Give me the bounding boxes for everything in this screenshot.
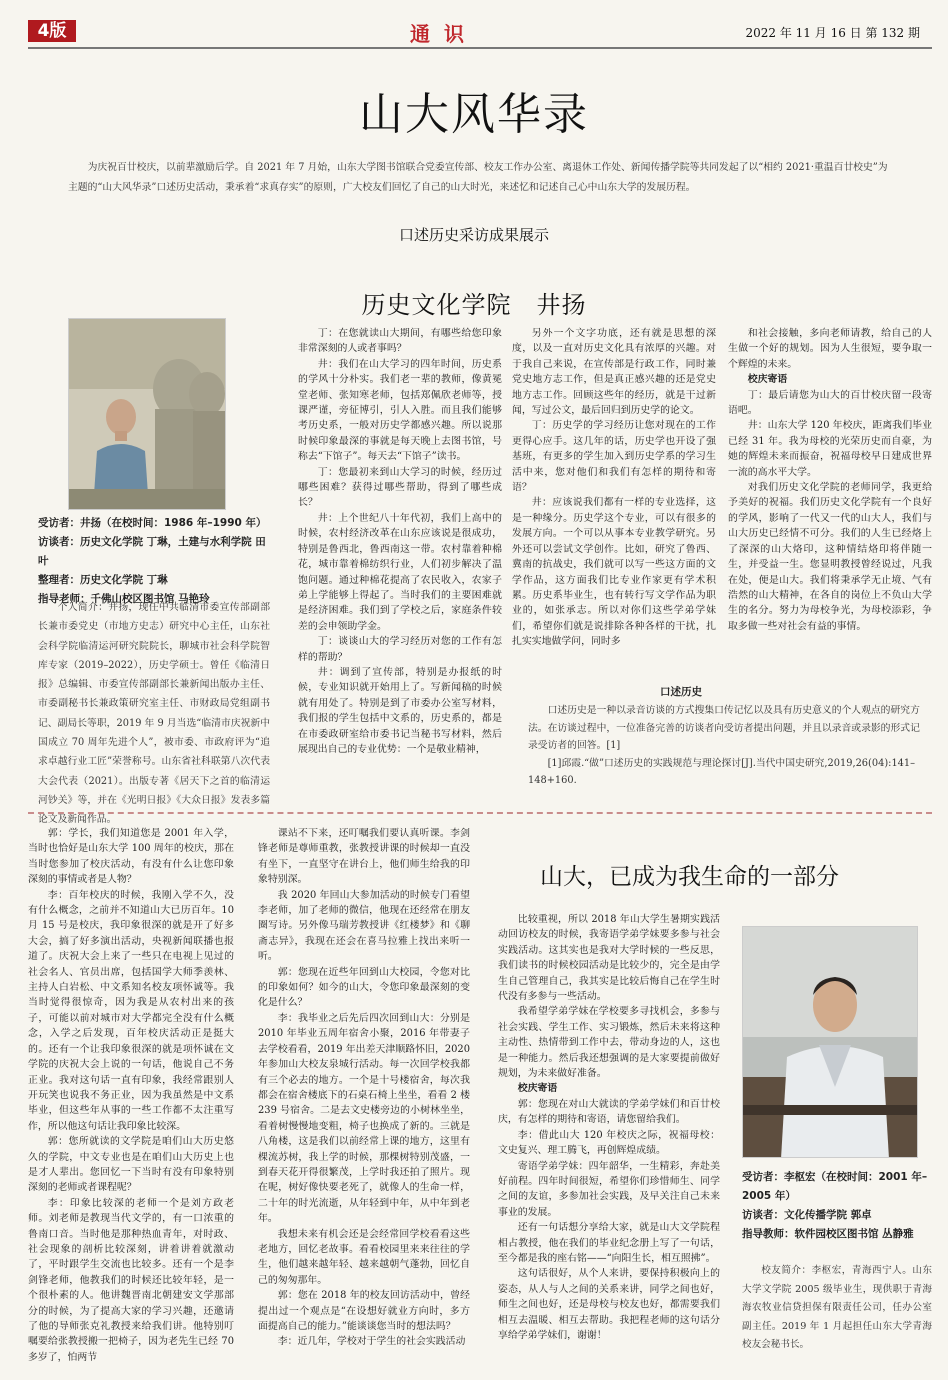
paragraph: 李：我毕业之后先后四次回到山大：分别是 2010 年毕业五周年宿舍小聚，2016 年带妻子去学校看看，2019 年出差天津顺路怀旧，2020 年参加山大校友泉城行活动。每一次回学校我都有三个必去的地方。一个是十号楼宿舍，每次我都会在宿舍楼底下的石桌石椅上坐坐，看看 2 楼 239 号宿舍。二是去文史楼旁边的小树林坐坐，看着树慢慢地变粗，椅子也换成了新的。三就是八角楼，这是我们以前经常上课的地方，这里有棵流苏树，我上学的时候，那棵树特别茂盛，一到春天花开得很繁茂，上学时我还拍了照片。现在呢，树好像快要老死了，就像人的生命一样，二十年的时光流逝，从年轻到中年，从中年到老年。 [258,1012,470,1225]
paragraph: 我想未来有机会还是会经常回学校看看这些老地方，回忆老故事。看看校园里来来往往的学生，他们越来越年轻、越来越朝气蓬勃，回忆自己的匆匆那年。 [258,1228,470,1286]
paragraph: 丁：历史学的学习经历让您对现在的工作更得心应手。这几年的话，历史学也开设了强基班，有更多的学生加入到历史学系的学习生活中来，您对他们和我们有怎样的期待和寄语？ [512,420,716,494]
paragraph: 郭：您在 2018 年的校友回访活动中，曾经提出过一个观点是“在设想好就业方向时，多方面提高自己的能力。”能谈谈您当时的想法吗？ [258,1290,470,1332]
paragraph: 李：百年校庆的时候，我刚入学不久，没有什么概念，之前并不知道山大已历百年。10 月 15 号是校庆，我印象很深的就是开了好多大会，搞了好多演出活动，央视新闻联播也报道了。庆祝大会上来了一些只在电视上见过的社会名人、官员出席，包括国学大师季羡林、主持人白岩松、中文系知名校友项怀诚等。我当时觉得很惊奇，因为我是从农村出来的孩子，可能以前对城市对大学都完全没有什么概念，入学之后发现，百年校庆活动正是挺大的。还有一个让我印象很深的就是项怀诚在文学院的庆祝大会上说的一句话，他说自己不务正业。我对这句话一直有印象，我经常跟别人开玩笑也说我不务正业，因为我虽然是中文系毕业，但这些年从事的一些工作都不太注重写作，所以他这句话让我印象比较深。 [28,889,234,1132]
header-rule [28,47,932,49]
credit-advisor: 指导老师：千佛山校区图书馆 马艳玲 [38,593,210,605]
paragraph: 寄语学弟学妹：四年韶华，一生精彩，奔赴美好前程。四年时间很短，希望你们珍惜师生、同学之间的友谊，多参加社会实践，及早关注自己未来事业的发展。 [498,1160,720,1218]
section-heading: 校庆寄语 [747,374,788,386]
paragraph: 李：借此山大 120 年校庆之际，祝福母校：文史复兴、理工腾飞，再创辉煌成绩。 [498,1129,720,1157]
article1-bio [38,598,270,830]
credit-interviewee: 受访者：李枢宏（在校时间：2001 年–2005 年） [742,1171,928,1202]
paragraph: 郭：学长，我们知道您是 2001 年入学，当时也恰好是山东大学 100 周年的校庆，那在当时您参加了校庆活动，有没有什么让您印象深刻的事情或者是人物？ [28,828,234,886]
paragraph: 另外一个文字功底，还有就是思想的深度，以及一直对历史文化具有浓厚的兴趣。对于我自己来说，在宣传部是行政工作，同时兼党史地方志工作，但是真正感兴趣的还是党史地方志工作。回顾这些年的经历，就是干过新闻，写过公文，最后回归到历史学的论文。 [512,328,716,417]
issue-date: 2022 年 11 月 16 日 第 132 期 [745,26,920,40]
article1-title: 历史文化学院 井扬 [361,291,587,319]
paragraph: 比较重视，所以 2018 年山大学生暑期实践活动回访校友的时候，我寄语学弟学妹要多参与社会实践活动。这其实也是我对大学时候的一些反思，我们读书的时候校园活动是比较少的，完全是由学生自己管理自己，我其实是比较后悔自己在学生时代没有多参与一些活动。 [498,914,720,1003]
article2-photo [742,926,918,1158]
section-subtitle: 口述历史采访成果展示 [398,226,549,244]
article2-column-2 [258,826,470,1366]
portrait-image [743,927,918,1158]
article2-column-3 [498,912,720,1366]
paragraph: 丁：最后请您为山大的百廿校庆留一段寄语吧。 [728,389,932,417]
paragraph: 丁：在您就读山大期间，有哪些给您印象非常深刻的人或者事吗？ [298,328,502,355]
paragraph: 李：印象比较深的老师一个是刘方政老师。刘老师是教现当代文学的，有一口浓重的鲁南口音。当时他是那种热血青年，对时政、社会现象的剖析比较深刻，讲着讲着就激动了，平时跟学生交流也比较多。还有一个是李剑锋老师，他教我们的时候还比较年轻，是一个很朴素的人。他讲魏晋南北朝建安文学那部分的时候，为了提高大家的学习兴趣，还邀请了他的导师张克礼教授来给我们讲。他特别叮嘱要给张教授搬一把椅子，因为老先生已经 70 多岁了，怕两节 [28,1197,234,1363]
paragraph: 这句话很好，从个人来讲，要保持积极向上的姿态，从人与人之间的关系来讲，同学之间也好，师生之间也好，还是母校与校友也好，都需要我们相互去温暖、相互去帮助。我把程老师的这句话分享给学弟学妹们，谢谢！ [498,1268,720,1341]
paragraph: 井：我们在山大学习的四年时间，历史系的学风十分朴实。我们老一辈的教师，像黄冕堂老师、张知寒老师，包括郑佩欣老师等，授课严谨，旁征博引，引人入胜。而且我们能够考历史系，一般对历史学都感兴趣。所以说那时候印象最深的事就是每天晚上去图书馆，号称去“下馆子”。每天去“下馆子”读书。 [298,358,502,463]
article1-column-1 [298,326,502,778]
credit-organizer: 整理者：历史文化学院 丁琳 [38,574,168,586]
paragraph: 课站不下来，还叮嘱我们要认真听课。李剑锋老师是尊师重教，张教授讲课的时候却一直没有坐下，一直坚守在讲台上，他们师生给我的印象特别深。 [258,828,470,886]
reference-text: [1]邱霞.“做”口述历史的实践规范与理论探讨[J].当代中国史研究,2019,26(04):141–148+160. [528,757,916,786]
paragraph: 我希望学弟学妹在学校要多寻找机会，多参与社会实践、学生工作、实习锻炼，然后未来将这种主动性、热情带到工作中去，带动身边的人，这也是一种能力。然后我还想强调的是大家要提前做好规划，为未来做好准备。 [498,1006,720,1080]
oral-history-heading: 口述历史 [660,686,702,698]
paragraph: 井：上个世纪八十年代初，我们上高中的时候，农村经济改革在山东应该说是很成功，特别是鲁西北，鲁西南这一带。农村靠着种棉花，城市靠着棉纺织行业，人们初步解决了温饱问题。通过种棉花提高了农民收入，农家子弟上学能够上得起了。当时我们的主要困难就是经济困难。我们到了学校之后，家庭条件较差的会申领助学金。 [298,512,502,632]
article2-credits [742,1168,932,1244]
article2-bio [742,1262,932,1355]
paragraph: 丁：您最初来到山大学习的时候，经历过哪些困难？获得过哪些帮助，得到了哪些成长？ [298,466,502,509]
paragraph: 还有一句话想分享给大家，就是山大文学院程相占教授，他在我们的毕业纪念册上写了一句话，至今都是我的座右铭——“向阳生长，相互照拂”。 [498,1222,720,1264]
definition-text: 口述历史是一种以录音访谈的方式搜集口传记忆以及具有历史意义的个人观点的研究方法。在访谈过程中，一位准备完善的访谈者向受访者提出问题，并且以录音或录影的形式记录受访者的回答。[1] [528,705,920,751]
credit-interviewer: 访谈者：文化传播学院 郭卓 [742,1209,872,1221]
credit-advisor: 指导教师：软件园校区图书馆 丛静雅 [742,1228,914,1240]
paragraph: 井：应该说我们都有一样的专业选择，这是一种缘分。历史学这个专业，可以有很多的发展方向。一个可以从事本专业教学研究。另外还可以尝试文学创作。比如，研究了鲁西、冀南的抗战史，我们就可以写一些这方面的文学作品，这方面我们比专业作家更有学术积累。历史系毕业生，也有转行写文学作品为职业的，如张承志。所以对你们这些学弟学妹们，希望你们就是说排除各种各样的干扰，扎扎实实地做学问，同时多 [512,497,716,648]
section-name: 通识 [410,22,478,46]
article1-photo [68,318,226,510]
paragraph: 郭：您所就读的文学院是咱们山大历史悠久的学院，中文专业也是在咱们山大历史上也是才人辈出。您回忆一下当时有没有印象特别深刻的老师或者课程呢？ [28,1136,234,1194]
bio-text: 个人简介：井扬，现任中共临清市委宣传部副部长兼市委党史（市地方史志）研究中心主任，山东社会科学院临清运河研究院院长，聊城市社会科学院智库专家（2019–2022），历史学硕士。曾任《临清日报》总编辑、市委宣传部副部长兼新闻出版办主任、市委副秘书长兼政策研究室主任、市财政局党组副书记、副局长等职，2019 年 9 月当选“临清市庆祝新中国成立 70 周年先进个人”，被市委、市政府评为“追求卓越行业工匠”荣誉称号。山东省社科联第八次代表大会代表（2021）。出版专著《居天下之首的临清运河钞关》等，并在《光明日报》《大众日报》发表多篇论文及新闻作品。 [38,602,270,826]
article1-column-3 [728,326,932,682]
paragraph: 我 2020 年回山大参加活动的时候专门看望李老师，加了老师的微信，他现在还经常在朋友圈写诗。另外像马瑞芳教授讲《红楼梦》和《聊斋志异》，我现在还会在喜马拉雅上找出来听一听。 [258,889,470,963]
article1-column-2 [512,326,716,682]
portrait-image [69,319,226,510]
paragraph: 和社会接触，多向老师请教，给自己的人生做一个好的规划。因为人生很短，要争取一个辉煌的未来。 [728,328,932,370]
paragraph: 丁：谈谈山大的学习经历对您的工作有怎样的帮助？ [298,636,502,663]
article1-credits [38,514,268,609]
paragraph: 对我们历史文化学院的老师同学，我更给予美好的祝福。我们历史文化学院有一个良好的学风，影响了一代又一代的山大人，我们与山大历史已经情不可分。我们的人生已经烙上了深深的山大烙印，这种情结烙印将伴随一生，并受益一生。您显明教授曾经说过，凡我在处，便是山大。我们将秉承学无止境、气有浩然的山大精神，在各自的岗位上不负山大学生的名分。努力为母校争光，为母校添彩，争取多做一些对社会有益的事情。 [728,482,932,632]
oral-history-definition [528,702,928,790]
credit-interviewer: 访谈者：历史文化学院 丁琳，土建与水利学院 田叶 [38,536,266,567]
paragraph: 郭：您现在对山大就读的学弟学妹们和百廿校庆，有怎样的期待和寄语，请您留给我们。 [498,1098,720,1126]
page-title: 山大风华录 [359,89,589,140]
intro-text: 为庆祝百廿校庆，以前辈激励后学。自 2021 年 7 月始，山东大学图书馆联合党委宣传部、校友工作办公室、离退休工作处、新闻传播学院等共同发起了以“相约 2021·重温百廿校史”为主题的“山大风华录”口述历史活动，秉承着“求真存实”的原则，广大校友们回忆了自己的山大时光，来述忆和记述自己心中山东大学的发展历程。 [68,162,888,193]
paragraph: 井：山东大学 120 年校庆，距离我们毕业已经 31 年。我为母校的光荣历史而自豪，为她的辉煌未来而振奋，祝福母校早日建成世界一流的高水平大学。 [728,420,932,478]
article2-title: 山大，已成为我生命的一部分 [540,864,839,890]
paragraph: 井：调到了宣传部，特别是办报纸的时候，专业知识就开始用上了。写新闻稿的时候就有用处了。特别是到了市委办公室写材料，我们报的学生包括中文系的，历史系的，都是在市委政研室给市委书记当秘书写材料，然后展现出自己的专业优势：一个是敬业精神， [298,666,502,755]
article2-column-1 [28,826,234,1366]
paragraph: 郭：您现在近些年回到山大校园，令您对比的印象如何？如今的山大，令您印象最深刻的变化是什么？ [258,966,470,1009]
section-heading: 校庆寄语 [517,1083,558,1095]
paragraph: 李：近几年，学校对于学生的社会实践活动 [277,1336,466,1348]
edition-badge: 4版 [28,20,76,42]
section-divider [28,812,932,814]
credit-interviewee: 受访者：井扬（在校时间：1986 年–1990 年） [38,517,267,529]
bio-text: 校友简介：李枢宏，青海西宁人。山东大学文学院 2005 级毕业生，现供职于青海海农牧业信贷担保有限责任公司，任办公室副主任。2019 年 1 月起担任山东大学青海校友会秘书长。 [742,1265,932,1351]
